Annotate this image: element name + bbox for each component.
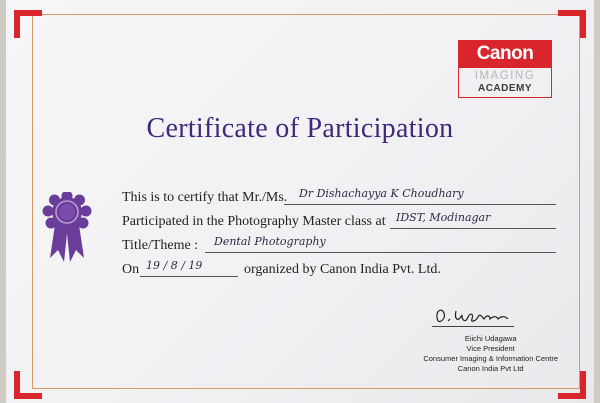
- logo-academy-box: [458, 68, 552, 98]
- corner-ornament-bottom-right: [558, 371, 586, 399]
- date: 19 / 8 / 19: [146, 259, 203, 272]
- corner-ornament-bottom-left: [14, 371, 42, 399]
- participant-name: Dr Dishachayya K Choudhary: [299, 187, 464, 200]
- logo-line-academy: ACADEMY: [477, 83, 533, 94]
- award-rosette-icon: [42, 192, 92, 264]
- canon-imaging-academy-logo: [458, 40, 552, 100]
- signatory-role: Vice President: [466, 344, 515, 353]
- certify-label: This is to certify that Mr./Ms.: [122, 190, 288, 205]
- venue: IDST, Modinagar: [396, 211, 491, 224]
- logo-line-imaging: IMAGING: [474, 70, 536, 82]
- theme-label: Title/Theme :: [122, 238, 199, 253]
- theme: Dental Photography: [214, 235, 326, 248]
- signature: [432, 305, 516, 327]
- on-label: On: [122, 262, 140, 277]
- signatory-name: Eiichi Udagawa: [464, 334, 517, 343]
- signatory-department: Consumer Imaging & Information Centre: [423, 354, 558, 363]
- participated-label: Participated in the Photography Master class at: [122, 214, 386, 229]
- signatory-block: [423, 334, 558, 374]
- organizer-text: organized by Canon India Pvt. Ltd.: [244, 262, 441, 277]
- signatory-company: Canon India Pvt Ltd: [457, 364, 524, 373]
- certificate-title: Certificate of Participation: [146, 113, 454, 144]
- signature-line: [432, 326, 514, 327]
- corner-ornament-top-right: [558, 10, 586, 38]
- logo-brand: Canon: [458, 40, 552, 68]
- corner-ornament-top-left: [14, 10, 42, 38]
